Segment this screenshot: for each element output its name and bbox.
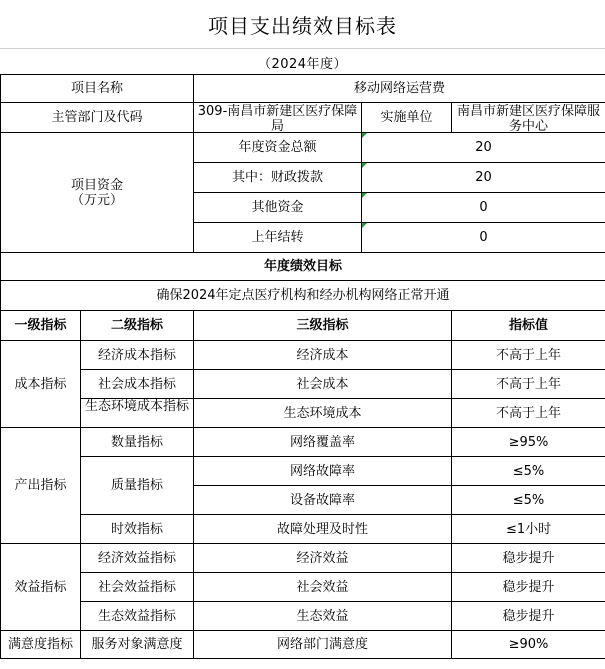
level3-cell: 生态环境成本 (194, 399, 452, 428)
quality-indicator-label: 质量指标 (81, 457, 194, 515)
level3-cell: 社会效益 (194, 573, 452, 602)
indicator-value-cell: 稳步提升 (452, 544, 605, 573)
funds-item-label: 其中：财政拨款 (194, 163, 362, 193)
funds-item-value: 0 (362, 193, 605, 223)
table-row (1, 631, 605, 659)
level2-cell: 社会成本指标 (81, 370, 194, 399)
indicator-value-cell: 不高于上年 (452, 370, 605, 399)
level2-cell: 时效指标 (81, 515, 194, 544)
fiscal-year-text: （2024年度） (257, 56, 348, 72)
table-row (1, 341, 605, 370)
project-name-label: 项目名称 (1, 75, 194, 103)
table-row (1, 457, 605, 486)
level2-cell: 服务对象满意度 (81, 631, 194, 659)
indicator-value-header: 指标值 (452, 311, 605, 341)
fiscal-year (0, 48, 605, 75)
level3-cell: 故障处理及时性 (194, 515, 452, 544)
level1-header: 一级指标 (1, 311, 81, 341)
level2-cell: 社会效益指标 (81, 573, 194, 602)
indicator-value-cell: 不高于上年 (452, 341, 605, 370)
funds-item-label: 年度资金总额 (194, 133, 362, 163)
indicator-header-row (1, 311, 605, 341)
level3-cell: 网络覆盖率 (194, 428, 452, 457)
table-row (1, 399, 605, 428)
annual-goal-header-row (1, 253, 605, 281)
satisfaction-indicator-label: 满意度指标 (1, 631, 81, 659)
funds-unit: （万元） (71, 192, 124, 208)
indicator-value-cell: 稳步提升 (452, 602, 605, 631)
funds-item-value: 20 (362, 163, 605, 193)
department-value: 309-南昌市新建区医疗保障局 (197, 103, 358, 132)
level3-header: 三级指标 (194, 311, 452, 341)
funds-label: 项目资金 (71, 177, 124, 193)
level2-cell: 数量指标 (81, 428, 194, 457)
goal-table (0, 74, 605, 659)
funds-label-cell (1, 133, 194, 253)
cost-indicator-label: 成本指标 (1, 341, 81, 428)
department-value-cell (194, 103, 362, 133)
funds-item-value: 20 (362, 133, 605, 163)
annual-goal-row (1, 281, 605, 311)
page-title: 项目支出绩效目标表 (208, 13, 397, 38)
implementing-unit-value: 南昌市新建区医疗保障服务中心 (457, 103, 601, 132)
implementing-unit-label: 实施单位 (362, 103, 452, 133)
level3-cell: 生态效益 (194, 602, 452, 631)
benefit-indicator-label: 效益指标 (1, 544, 81, 631)
funds-item-value: 0 (362, 223, 605, 253)
funds-item-label: 其他资金 (194, 193, 362, 223)
project-name-row (1, 75, 605, 103)
annual-goal-text: 确保2024年定点医疗机构和经办机构网络正常开通 (1, 281, 605, 311)
indicator-value-cell: ≥95% (452, 428, 605, 457)
indicator-value-cell: ≤1小时 (452, 515, 605, 544)
annual-goal-header: 年度绩效目标 (1, 253, 605, 281)
level2-header: 二级指标 (81, 311, 194, 341)
level2-cell: 经济效益指标 (81, 544, 194, 573)
table-row (1, 544, 605, 573)
indicator-value-cell: ≤5% (452, 457, 605, 486)
project-name-value: 移动网络运营费 (194, 75, 605, 103)
level3-cell: 网络部门满意度 (194, 631, 452, 659)
level2-cell: 生态环境成本指标 (85, 399, 190, 414)
level3-cell: 社会成本 (194, 370, 452, 399)
level3-cell: 经济成本 (194, 341, 452, 370)
implementing-unit-cell (452, 103, 605, 133)
table-row (1, 602, 605, 631)
department-row (1, 103, 605, 133)
level2-cell: 生态效益指标 (81, 602, 194, 631)
level2-cell: 经济成本指标 (81, 341, 194, 370)
department-label: 主管部门及代码 (1, 103, 194, 133)
table-row (1, 370, 605, 399)
table-row (1, 515, 605, 544)
table-row (1, 573, 605, 602)
level3-cell: 网络故障率 (194, 457, 452, 486)
indicator-value-cell: 不高于上年 (452, 399, 605, 428)
level3-cell: 经济效益 (194, 544, 452, 573)
indicator-value-cell: 稳步提升 (452, 573, 605, 602)
output-indicator-label: 产出指标 (1, 428, 81, 544)
table-row (1, 428, 605, 457)
level3-cell: 设备故障率 (194, 486, 452, 515)
indicator-value-cell: ≥90% (452, 631, 605, 659)
level2-cell-wrap (81, 399, 194, 428)
indicator-value-cell: ≤5% (452, 486, 605, 515)
funds-row (1, 133, 605, 163)
funds-item-label: 上年结转 (194, 223, 362, 253)
